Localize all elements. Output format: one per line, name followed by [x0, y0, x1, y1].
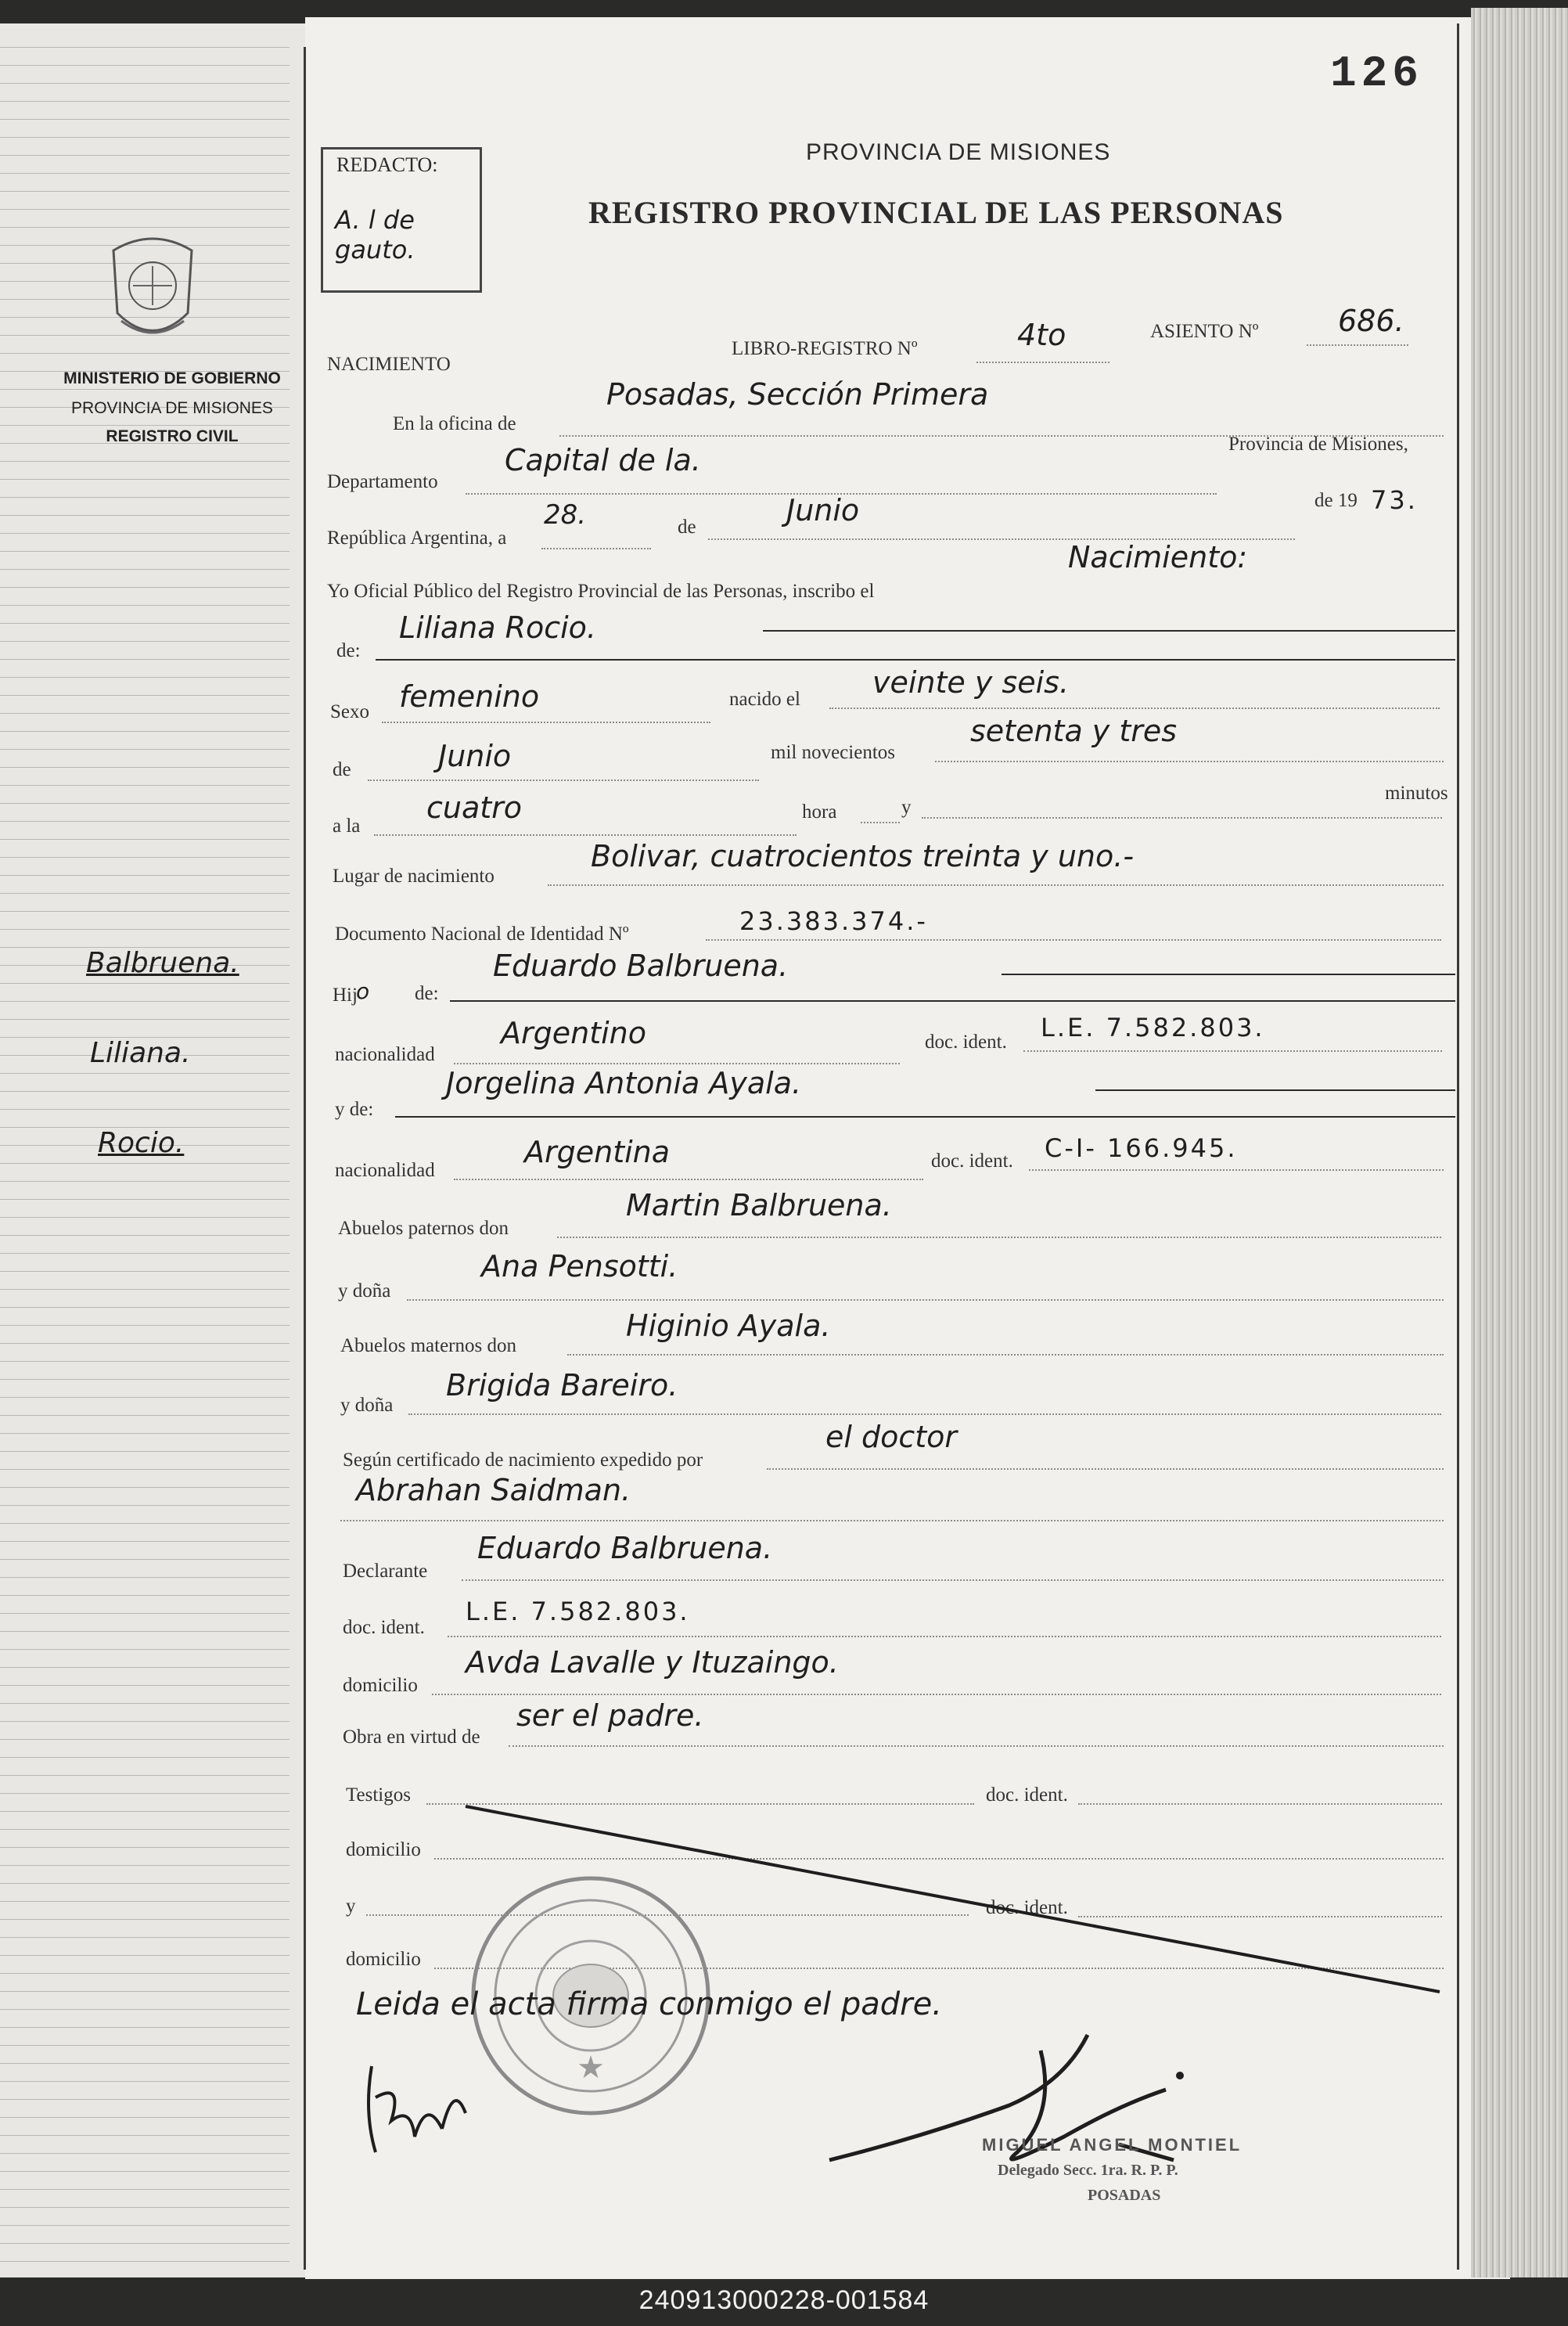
ruled-line	[0, 821, 290, 822]
ruled-line	[0, 1775, 290, 1776]
ruled-line	[0, 1163, 290, 1164]
ruled-line	[0, 1829, 290, 1830]
ruled-line	[0, 839, 290, 840]
ruled-line	[0, 209, 290, 210]
ruled-line	[0, 389, 290, 390]
obra-value: ser el padre.	[516, 1698, 704, 1733]
ruled-line	[0, 2207, 290, 2208]
ruled-line	[0, 1001, 290, 1002]
ruled-line	[0, 1793, 290, 1794]
ruled-line	[0, 1523, 290, 1524]
ruled-line	[0, 1757, 290, 1758]
dni-label: Documento Nacional de Identidad Nº	[335, 924, 629, 945]
ruled-line	[0, 425, 290, 426]
minutos-label: minutos	[1385, 783, 1448, 804]
declarante-doc-value: L.E. 7.582.803.	[466, 1597, 690, 1626]
ruled-line	[0, 353, 290, 354]
ruled-line	[0, 1937, 290, 1938]
ruled-line	[0, 749, 290, 750]
ruled-line	[0, 2225, 290, 2226]
ruled-line	[0, 1361, 290, 1362]
anio-value: 73.	[1371, 485, 1418, 515]
ruled-line	[0, 1181, 290, 1182]
ruled-line	[0, 2099, 290, 2100]
testigo2-doc-label: doc. ident.	[986, 1897, 1068, 1918]
ruled-line	[0, 1199, 290, 1200]
ruled-line	[0, 929, 290, 930]
padre-nacionalidad-value: Argentino	[501, 1016, 646, 1050]
province-title: PROVINCIA DE MISIONES	[806, 139, 1111, 165]
testigos-domicilio-label: domicilio	[346, 1839, 421, 1860]
abuelo-paterno-value: Martin Balbruena.	[626, 1188, 892, 1222]
ruled-line	[0, 1865, 290, 1866]
asiento-label: ASIENTO Nº	[1150, 321, 1259, 342]
ruled-line	[0, 1667, 290, 1668]
de-nombre-label: de:	[336, 640, 361, 661]
oficina-value: Posadas, Sección Primera	[606, 377, 989, 412]
ruled-line	[0, 191, 290, 192]
margin-second-name: Rocio.	[98, 1127, 185, 1159]
ruled-line	[0, 569, 290, 570]
testigos-label: Testigos	[346, 1784, 411, 1806]
page-edges	[1471, 8, 1568, 2277]
testigo2-domicilio-label: domicilio	[346, 1949, 421, 1970]
ruled-line	[0, 2045, 290, 2046]
ruled-line	[0, 1379, 290, 1380]
abuelo-materno-value: Higinio Ayala.	[626, 1309, 831, 1343]
ruled-line	[0, 623, 290, 624]
ruled-line	[0, 1019, 290, 1020]
registry-civil: REGISTRO CIVIL	[106, 427, 239, 445]
margin-first-name: Liliana.	[90, 1037, 191, 1069]
redacto-label: REDACTO:	[336, 153, 438, 176]
mother-name-value: Jorgelina Antonia Ayala.	[446, 1066, 802, 1100]
ruled-line	[0, 2081, 290, 2082]
ruled-line	[0, 1973, 290, 1974]
ruled-line	[0, 515, 290, 516]
madre-nacionalidad-label: nacionalidad	[335, 1160, 435, 1181]
ruled-line	[0, 875, 290, 876]
departamento-value: Capital de la.	[505, 443, 701, 477]
hora-value: cuatro	[426, 790, 523, 825]
padre-doc-label: doc. ident.	[925, 1032, 1007, 1053]
ruled-line	[0, 1271, 290, 1272]
ruled-line	[0, 1703, 290, 1704]
hijo-de-label: de:	[415, 983, 439, 1004]
ruled-line	[0, 1469, 290, 1470]
nacido-value: veinte y seis.	[872, 665, 1070, 700]
left-margin-rule	[304, 47, 306, 2270]
ruled-line	[0, 2171, 290, 2172]
domicilio-value: Avda Lavalle y Ituzaingo.	[466, 1645, 839, 1680]
officer-name: MIGUEL ANGEL MONTIEL	[982, 2135, 1243, 2155]
madre-doc-value: C-I- 166.945.	[1045, 1133, 1238, 1163]
ruled-line	[0, 1307, 290, 1308]
ruled-line	[0, 857, 290, 858]
padre-nacionalidad-label: nacionalidad	[335, 1044, 435, 1065]
right-margin-rule	[1457, 23, 1459, 2270]
mil-value: setenta y tres	[970, 714, 1178, 748]
ruled-line	[0, 497, 290, 498]
ruled-line	[0, 1541, 290, 1542]
ruled-line	[0, 1649, 290, 1650]
libro-value: 4to	[1017, 318, 1066, 352]
y2-label: y	[346, 1896, 356, 1917]
anio-label: de 19	[1314, 490, 1358, 511]
ruled-line	[0, 2243, 290, 2244]
svg-text:★: ★	[577, 2050, 605, 2086]
abuelos-paternos-label: Abuelos paternos don	[338, 1218, 509, 1239]
ruled-line	[0, 1613, 290, 1614]
mes2-value: Junio	[438, 739, 512, 773]
segun-value: el doctor	[825, 1420, 958, 1454]
ruled-line	[0, 983, 290, 984]
ruled-line	[0, 1901, 290, 1902]
yde-label: y de:	[335, 1099, 374, 1120]
ruled-line	[0, 1073, 290, 1074]
madre-doc-label: doc. ident.	[931, 1150, 1013, 1172]
father-name-value: Eduardo Balbruena.	[493, 949, 789, 983]
ruled-line	[0, 533, 290, 534]
ruled-line	[0, 587, 290, 588]
ruled-line	[0, 2189, 290, 2190]
asiento-value: 686.	[1338, 304, 1404, 338]
dni-value: 23.383.374.-	[739, 906, 928, 936]
lugar-value: Bolivar, cuatrocientos treinta y uno.-	[591, 839, 1135, 873]
ministry-name: MINISTERIO DE GOBIERNO	[63, 369, 281, 387]
dia-value: 28.	[544, 499, 587, 531]
ruled-line	[0, 101, 290, 102]
ruled-line	[0, 785, 290, 786]
ruled-line	[0, 155, 290, 156]
ruled-line	[0, 1433, 290, 1434]
ruled-line	[0, 47, 290, 48]
ruled-line	[0, 1487, 290, 1488]
nacido-label: nacido el	[729, 689, 800, 710]
inscribo-value: Nacimiento:	[1068, 540, 1248, 574]
ruled-line	[0, 677, 290, 678]
ruled-line	[0, 551, 290, 552]
oficina-label: En la oficina de	[393, 413, 516, 434]
ruled-line	[0, 1955, 290, 1956]
ruled-line	[0, 1109, 290, 1110]
left-signature-icon	[356, 2051, 481, 2168]
ruled-line	[0, 911, 290, 912]
ruled-line	[0, 1991, 290, 1992]
ruled-line	[0, 1217, 290, 1218]
redacto-note: A. l de gauto.	[335, 205, 415, 265]
ruled-line	[0, 65, 290, 66]
padre-doc-value: L.E. 7.582.803.	[1041, 1013, 1265, 1042]
abuelos-maternos-label: Abuelos maternos don	[340, 1335, 516, 1356]
ruled-line	[0, 1091, 290, 1092]
ruled-line	[0, 83, 290, 84]
image-code: 240913000228-001584	[638, 2285, 930, 2315]
ruled-line	[0, 2117, 290, 2118]
declarante-label: Declarante	[343, 1561, 428, 1582]
ruled-line	[0, 479, 290, 480]
ruled-line	[0, 461, 290, 462]
lugar-label: Lugar de nacimiento	[333, 866, 494, 887]
child-name-value: Liliana Rocio.	[399, 610, 597, 645]
ruled-line	[0, 1325, 290, 1326]
provincia-label: Provincia de Misiones,	[1228, 434, 1408, 455]
ruled-line	[0, 893, 290, 894]
ruled-line	[0, 1289, 290, 1290]
ruled-line	[0, 1631, 290, 1632]
page-number: 126	[1330, 49, 1423, 99]
ala-label: a la	[333, 816, 361, 837]
margin-surname: Balbruena.	[86, 947, 239, 979]
domicilio-label: domicilio	[343, 1675, 418, 1696]
ruled-line	[0, 605, 290, 606]
ruled-line	[0, 1883, 290, 1884]
officer-city: POSADAS	[1088, 2187, 1161, 2204]
leida-value: Leida el acta firma conmigo el padre.	[356, 1986, 942, 2022]
coat-of-arms-icon	[102, 227, 203, 352]
ydona-paterna-label: y doña	[338, 1280, 391, 1302]
ruled-line	[0, 1253, 290, 1254]
sexo-label: Sexo	[330, 701, 369, 722]
ruled-line	[0, 695, 290, 696]
republica-label: República Argentina, a	[327, 527, 507, 549]
sexo-value: femenino	[399, 679, 540, 714]
hora-label: hora	[802, 801, 837, 823]
abuela-materna-value: Brigida Bareiro.	[446, 1368, 678, 1402]
ruled-line	[0, 731, 290, 732]
ruled-line	[0, 1595, 290, 1596]
de-label: de	[678, 517, 696, 538]
ruled-line	[0, 803, 290, 804]
ruled-line	[0, 2261, 290, 2262]
segun-label: Según certificado de nacimiento expedido por	[343, 1449, 703, 1471]
testigos-doc-label: doc. ident.	[986, 1784, 1068, 1806]
ruled-line	[0, 1451, 290, 1452]
ruled-line	[0, 1847, 290, 1848]
ruled-line	[0, 767, 290, 768]
doctor-name-value: Abrahan Saidman.	[356, 1473, 631, 1507]
ruled-line	[0, 173, 290, 174]
ruled-line	[0, 713, 290, 714]
ruled-line	[0, 659, 290, 660]
declarante-doc-label: doc. ident.	[343, 1617, 425, 1638]
abuela-paterna-value: Ana Pensotti.	[481, 1249, 678, 1284]
madre-nacionalidad-value: Argentina	[524, 1135, 671, 1169]
hijo-label: Hij	[333, 985, 358, 1006]
registry-title: REGISTRO PROVINCIAL DE LAS PERSONAS	[588, 195, 1284, 230]
ruled-line	[0, 1415, 290, 1416]
ruled-line	[0, 1685, 290, 1686]
y-label: y	[901, 797, 912, 818]
mes-value: Junio	[786, 493, 860, 527]
ruled-line	[0, 2027, 290, 2028]
departamento-label: Departamento	[327, 471, 438, 492]
ruled-line	[0, 2063, 290, 2064]
ruled-line	[0, 137, 290, 138]
ruled-line	[0, 119, 290, 120]
ruled-line	[0, 2009, 290, 2010]
ruled-line	[0, 2135, 290, 2136]
nacimiento-label: NACIMIENTO	[327, 354, 451, 375]
officer-title: Delegado Secc. 1ra. R. P. P.	[998, 2162, 1178, 2179]
ruled-line	[0, 1919, 290, 1920]
libro-label: LIBRO-REGISTRO Nº	[732, 338, 918, 359]
obra-label: Obra en virtud de	[343, 1726, 480, 1748]
ruled-line	[0, 2153, 290, 2154]
ruled-line	[0, 1559, 290, 1560]
ruled-line	[0, 641, 290, 642]
mil-label: mil novecientos	[771, 742, 895, 763]
ruled-line	[0, 1397, 290, 1398]
ruled-line	[0, 1577, 290, 1578]
de2-label: de	[333, 759, 351, 780]
ruled-line	[0, 1811, 290, 1812]
ruled-line	[0, 1505, 290, 1506]
ruled-line	[0, 1235, 290, 1236]
ruled-line	[0, 1343, 290, 1344]
inscribo-label: Yo Oficial Público del Registro Provincial de las Personas, inscribo el	[327, 581, 875, 602]
province-name-left: PROVINCIA DE MISIONES	[71, 399, 273, 417]
declarante-value: Eduardo Balbruena.	[477, 1531, 773, 1565]
ydona-materna-label: y doña	[340, 1395, 394, 1416]
ruled-line	[0, 1739, 290, 1740]
hijo-suffix: o	[356, 978, 370, 1004]
ruled-line	[0, 1721, 290, 1722]
